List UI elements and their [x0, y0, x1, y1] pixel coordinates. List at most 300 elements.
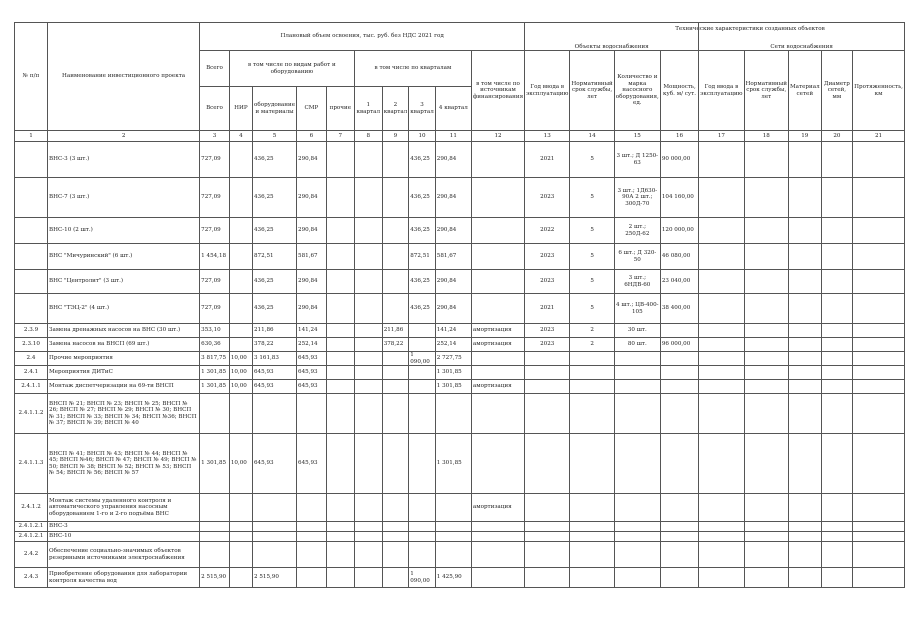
value-cell	[853, 366, 905, 380]
value-cell	[699, 338, 744, 352]
value-cell: 2023	[525, 338, 570, 352]
value-cell	[409, 324, 436, 338]
value-cell	[853, 522, 905, 532]
value-cell	[382, 270, 409, 294]
value-cell	[354, 522, 382, 532]
value-cell	[744, 178, 788, 218]
value-cell	[699, 218, 744, 244]
value-cell: амортизация	[471, 338, 524, 352]
value-cell: 2023	[525, 324, 570, 338]
value-cell	[660, 394, 698, 434]
smr-header: СМР	[297, 87, 327, 131]
col-number: 2	[48, 131, 200, 142]
value-cell: 353,10	[200, 324, 230, 338]
value-cell	[471, 244, 524, 270]
value-cell: 290,84	[297, 178, 327, 218]
value-cell: 2022	[525, 218, 570, 244]
value-cell	[744, 338, 788, 352]
value-cell	[821, 434, 853, 494]
value-cell	[525, 394, 570, 434]
value-cell: 1 454,18	[200, 244, 230, 270]
value-cell	[853, 178, 905, 218]
value-cell: 2023	[525, 178, 570, 218]
value-cell: 96 000,00	[660, 338, 698, 352]
value-cell	[229, 218, 252, 244]
value-cell	[788, 338, 821, 352]
value-cell	[821, 244, 853, 270]
value-cell	[821, 142, 853, 178]
value-cell	[788, 352, 821, 366]
row-number-cell: 2.3.10	[15, 338, 48, 352]
value-cell: 5	[570, 270, 614, 294]
value-cell	[471, 142, 524, 178]
project-name-cell: ВНС-10 (2 шт.)	[48, 218, 200, 244]
value-cell: 3 шт.; 1Д630-90А 2 шт.; 300Д-70	[614, 178, 660, 218]
value-cell: 6 шт.; Д 320-50	[614, 244, 660, 270]
value-cell: 581,67	[435, 244, 471, 270]
value-cell	[471, 366, 524, 380]
value-cell	[200, 394, 230, 434]
value-cell	[409, 380, 436, 394]
value-cell	[744, 532, 788, 542]
project-name-cell: ВНС-7 (3 шт.)	[48, 178, 200, 218]
qty-brand-header: Количество и марка насосного оборудования, ед.	[614, 51, 660, 131]
value-cell	[229, 568, 252, 588]
value-cell: 727,09	[200, 218, 230, 244]
value-cell	[821, 218, 853, 244]
table-row	[15, 380, 905, 394]
value-cell	[253, 494, 297, 522]
value-cell	[821, 294, 853, 324]
value-cell	[229, 542, 252, 568]
value-cell: 80 шт.	[614, 338, 660, 352]
value-cell	[382, 568, 409, 588]
value-cell: 436,25	[253, 218, 297, 244]
value-cell	[570, 352, 614, 366]
value-cell	[570, 542, 614, 568]
value-cell	[326, 366, 354, 380]
value-cell	[354, 532, 382, 542]
value-cell	[699, 270, 744, 294]
value-cell: 290,84	[435, 294, 471, 324]
col-name-header: Наименование инвестиционного проекта	[48, 23, 200, 131]
value-cell: 10,00	[229, 352, 252, 366]
value-cell	[699, 352, 744, 366]
value-cell	[660, 532, 698, 542]
value-cell	[853, 218, 905, 244]
value-cell	[229, 522, 252, 532]
water-objects-header: Объекты водоснабжения	[525, 23, 699, 51]
project-name-cell: Мероприятия ДИТиС	[48, 366, 200, 380]
value-cell	[354, 352, 382, 366]
value-cell: 290,84	[435, 270, 471, 294]
project-name-cell: ВНС "Центролит" (3 шт.)	[48, 270, 200, 294]
value-cell	[660, 494, 698, 522]
value-cell	[660, 352, 698, 366]
value-cell: 3 шт.; Д 1250-63	[614, 142, 660, 178]
value-cell	[699, 366, 744, 380]
table-row	[15, 532, 905, 542]
value-cell	[744, 366, 788, 380]
table-row	[15, 324, 905, 338]
value-cell	[382, 244, 409, 270]
header-row-1	[15, 23, 905, 51]
project-name-cell: Монтаж системы удаленного контроля и автоматического управления насосным оборудованием 1-го и 2-го подъёма ВНС	[48, 494, 200, 522]
value-cell: 645,93	[297, 434, 327, 494]
value-cell	[525, 542, 570, 568]
vsego2-header: Всего	[200, 87, 230, 131]
value-cell: 4 шт.; ЦВ-400-105	[614, 294, 660, 324]
value-cell	[435, 542, 471, 568]
net-year-in-header: Год ввода в эксплуатацию	[699, 51, 744, 131]
column-numbers-row	[15, 131, 905, 142]
value-cell	[229, 270, 252, 294]
value-cell	[699, 380, 744, 394]
value-cell	[744, 522, 788, 532]
sources-header: в том числе по источникам финансирования	[471, 51, 524, 131]
value-cell	[821, 394, 853, 434]
value-cell	[853, 142, 905, 178]
value-cell: 1 301,85	[200, 434, 230, 494]
value-cell	[253, 532, 297, 542]
value-cell	[354, 294, 382, 324]
value-cell	[326, 338, 354, 352]
value-cell: 290,84	[435, 142, 471, 178]
row-number-cell	[15, 270, 48, 294]
value-cell: 1 301,85	[435, 366, 471, 380]
value-cell: 90 000,00	[660, 142, 698, 178]
value-cell	[382, 178, 409, 218]
value-cell	[382, 352, 409, 366]
value-cell	[297, 394, 327, 434]
col-number: 3	[200, 131, 230, 142]
value-cell	[660, 568, 698, 588]
col-number: 7	[326, 131, 354, 142]
length-header: Протяженность, км	[853, 51, 905, 131]
value-cell	[699, 532, 744, 542]
value-cell: 1 090,00	[409, 568, 436, 588]
material-header: Материал сетей	[788, 51, 821, 131]
value-cell	[699, 324, 744, 338]
value-cell: 436,25	[409, 294, 436, 324]
value-cell	[699, 434, 744, 494]
col-number: 19	[788, 131, 821, 142]
value-cell	[326, 352, 354, 366]
value-cell	[326, 542, 354, 568]
table-row	[15, 270, 905, 294]
value-cell	[788, 218, 821, 244]
value-cell: 2 515,90	[200, 568, 230, 588]
value-cell	[570, 532, 614, 542]
value-cell	[821, 542, 853, 568]
value-cell	[853, 542, 905, 568]
value-cell	[614, 366, 660, 380]
table-row	[15, 366, 905, 380]
value-cell	[382, 532, 409, 542]
value-cell	[326, 178, 354, 218]
project-name-cell: Прочие мероприятия	[48, 352, 200, 366]
net-norm-life-header: Нормативный срок службы, лет	[744, 51, 788, 131]
value-cell: 23 040,00	[660, 270, 698, 294]
value-cell	[354, 380, 382, 394]
value-cell: 10,00	[229, 380, 252, 394]
value-cell: 1 090,00	[409, 352, 436, 366]
year-in-header: Год ввода в эксплуатацию	[525, 51, 570, 131]
investment-table	[14, 22, 905, 588]
value-cell	[744, 568, 788, 588]
value-cell: 645,93	[253, 366, 297, 380]
value-cell	[471, 394, 524, 434]
power-header: Мощность, куб. м/ сут.	[660, 51, 698, 131]
value-cell	[229, 494, 252, 522]
row-number-cell: 2.4.1.2.1	[15, 522, 48, 532]
value-cell: 290,84	[297, 142, 327, 178]
value-cell	[821, 522, 853, 532]
value-cell: 5	[570, 294, 614, 324]
col-number: 15	[614, 131, 660, 142]
value-cell: 630,36	[200, 338, 230, 352]
by-type-header: в том числе по видам работ и оборудованию	[229, 51, 354, 87]
value-cell	[354, 270, 382, 294]
project-name-cell: ВНС "Мичуринский" (6 шт.)	[48, 244, 200, 270]
value-cell: 252,14	[435, 338, 471, 352]
value-cell: 645,93	[253, 380, 297, 394]
value-cell	[821, 178, 853, 218]
value-cell	[326, 380, 354, 394]
value-cell	[297, 494, 327, 522]
vsego-header: Всего	[200, 51, 230, 87]
value-cell: 290,84	[297, 218, 327, 244]
value-cell: 38 400,00	[660, 294, 698, 324]
value-cell: 727,09	[200, 270, 230, 294]
value-cell	[744, 542, 788, 568]
row-number-cell: 2.4.1.1	[15, 380, 48, 394]
value-cell	[354, 542, 382, 568]
row-number-cell	[15, 218, 48, 244]
value-cell	[660, 542, 698, 568]
value-cell	[525, 352, 570, 366]
col-number: 16	[660, 131, 698, 142]
value-cell: 10,00	[229, 366, 252, 380]
project-name-cell: ВНС "ТЭЦ-2" (4 шт.)	[48, 294, 200, 324]
value-cell	[570, 434, 614, 494]
value-cell	[744, 324, 788, 338]
value-cell	[821, 324, 853, 338]
value-cell	[821, 568, 853, 588]
plan-volume-header: Плановый объем освоения, тыс. руб. без НДС 2021 год	[200, 23, 525, 51]
value-cell	[435, 532, 471, 542]
project-name-cell: Монтаж диспетчеризации на 69-ти ВНСП	[48, 380, 200, 394]
value-cell	[525, 522, 570, 532]
col-number: 11	[435, 131, 471, 142]
value-cell	[788, 324, 821, 338]
value-cell	[382, 380, 409, 394]
value-cell	[229, 338, 252, 352]
value-cell	[382, 494, 409, 522]
value-cell	[200, 532, 230, 542]
value-cell	[853, 270, 905, 294]
project-name-cell: Обеспечение социально-значимых объектов резервными источниками электроснабжения	[48, 542, 200, 568]
value-cell	[354, 434, 382, 494]
value-cell	[253, 394, 297, 434]
value-cell	[821, 352, 853, 366]
col-num-header: № п/п	[15, 23, 48, 131]
value-cell	[354, 568, 382, 588]
value-cell	[354, 366, 382, 380]
value-cell	[525, 434, 570, 494]
value-cell	[699, 294, 744, 324]
value-cell: 211,86	[253, 324, 297, 338]
value-cell	[409, 394, 436, 434]
nir-header: НИР	[229, 87, 252, 131]
norm-life-header: Нормативный срок службы, лет	[570, 51, 614, 131]
value-cell	[788, 532, 821, 542]
project-name-cell: Приобретение оборудования для лаборатории контроля качества вод	[48, 568, 200, 588]
value-cell	[326, 394, 354, 434]
value-cell	[471, 568, 524, 588]
value-cell	[229, 178, 252, 218]
value-cell	[326, 218, 354, 244]
value-cell	[853, 568, 905, 588]
value-cell: 2023	[525, 244, 570, 270]
value-cell: 1 301,85	[200, 366, 230, 380]
value-cell	[525, 532, 570, 542]
project-name-cell: Замена дренажных насосов на ВНС (30 шт.)	[48, 324, 200, 338]
value-cell	[699, 244, 744, 270]
col-number: 6	[297, 131, 327, 142]
value-cell	[253, 522, 297, 532]
value-cell	[382, 394, 409, 434]
col-number: 5	[253, 131, 297, 142]
value-cell: 645,93	[253, 434, 297, 494]
col-number: 21	[853, 131, 905, 142]
value-cell: 2	[570, 338, 614, 352]
value-cell	[788, 380, 821, 394]
value-cell	[525, 494, 570, 522]
value-cell	[853, 352, 905, 366]
value-cell: 436,25	[253, 270, 297, 294]
value-cell	[821, 494, 853, 522]
col-number: 14	[570, 131, 614, 142]
value-cell	[229, 532, 252, 542]
col-number: 9	[382, 131, 409, 142]
value-cell	[788, 494, 821, 522]
value-cell	[525, 366, 570, 380]
value-cell	[382, 522, 409, 532]
value-cell	[699, 568, 744, 588]
value-cell	[354, 338, 382, 352]
value-cell	[471, 434, 524, 494]
value-cell	[853, 494, 905, 522]
project-name-cell: ВНС-3 (3 шт.)	[48, 142, 200, 178]
value-cell	[744, 244, 788, 270]
value-cell	[614, 394, 660, 434]
row-number-cell	[15, 294, 48, 324]
table-row	[15, 542, 905, 568]
value-cell	[853, 394, 905, 434]
value-cell: 5	[570, 178, 614, 218]
value-cell	[229, 244, 252, 270]
value-cell	[435, 522, 471, 532]
table-row	[15, 394, 905, 434]
value-cell: 645,93	[297, 380, 327, 394]
value-cell	[744, 270, 788, 294]
table-row	[15, 434, 905, 494]
value-cell: 645,93	[297, 352, 327, 366]
value-cell	[354, 494, 382, 522]
table-body	[15, 142, 905, 588]
value-cell	[853, 338, 905, 352]
row-number-cell	[15, 142, 48, 178]
value-cell	[660, 366, 698, 380]
row-number-cell: 2.4	[15, 352, 48, 366]
value-cell	[821, 270, 853, 294]
value-cell: 1 301,85	[200, 380, 230, 394]
value-cell: 5	[570, 244, 614, 270]
col-number: 1	[15, 131, 48, 142]
table-row	[15, 522, 905, 532]
table-row	[15, 494, 905, 522]
value-cell	[699, 522, 744, 532]
value-cell: 290,84	[297, 294, 327, 324]
row-number-cell	[15, 178, 48, 218]
value-cell: 1 301,85	[435, 380, 471, 394]
row-number-cell: 2.3.9	[15, 324, 48, 338]
project-name-cell: ВНСП № 21; ВНСП № 23; ВНСП № 25; ВНСП № 26; ВНСП № 27; ВНСП № 29; ВНСП № 30; ВНСП № 31; ВНСП № 33; ВНСП № 34; ВНСП №36; ВНСП № 37; ВНСП № 39; ВНСП № 40	[48, 394, 200, 434]
value-cell	[297, 568, 327, 588]
value-cell	[853, 244, 905, 270]
table-row	[15, 218, 905, 244]
value-cell: 1 301,85	[435, 434, 471, 494]
col-number: 13	[525, 131, 570, 142]
value-cell	[200, 494, 230, 522]
value-cell	[354, 178, 382, 218]
value-cell	[326, 270, 354, 294]
value-cell	[660, 522, 698, 532]
value-cell: 436,25	[409, 142, 436, 178]
value-cell	[326, 324, 354, 338]
value-cell	[409, 434, 436, 494]
value-cell	[744, 352, 788, 366]
value-cell: 436,25	[409, 178, 436, 218]
value-cell: 104 160,00	[660, 178, 698, 218]
table-row	[15, 178, 905, 218]
value-cell: 2 515,90	[253, 568, 297, 588]
value-cell: 141,24	[435, 324, 471, 338]
value-cell	[297, 532, 327, 542]
value-cell	[788, 270, 821, 294]
value-cell	[354, 244, 382, 270]
value-cell	[699, 494, 744, 522]
value-cell	[744, 142, 788, 178]
row-number-cell: 2.4.3	[15, 568, 48, 588]
value-cell	[525, 380, 570, 394]
value-cell	[660, 434, 698, 494]
value-cell	[409, 366, 436, 380]
value-cell	[200, 542, 230, 568]
value-cell: 727,09	[200, 294, 230, 324]
value-cell	[614, 532, 660, 542]
value-cell	[853, 380, 905, 394]
value-cell	[570, 568, 614, 588]
value-cell: 30 шт.	[614, 324, 660, 338]
col-number: 10	[409, 131, 436, 142]
col-number: 17	[699, 131, 744, 142]
other-header: прочие	[326, 87, 354, 131]
value-cell	[699, 542, 744, 568]
value-cell: 120 000,00	[660, 218, 698, 244]
value-cell	[229, 142, 252, 178]
